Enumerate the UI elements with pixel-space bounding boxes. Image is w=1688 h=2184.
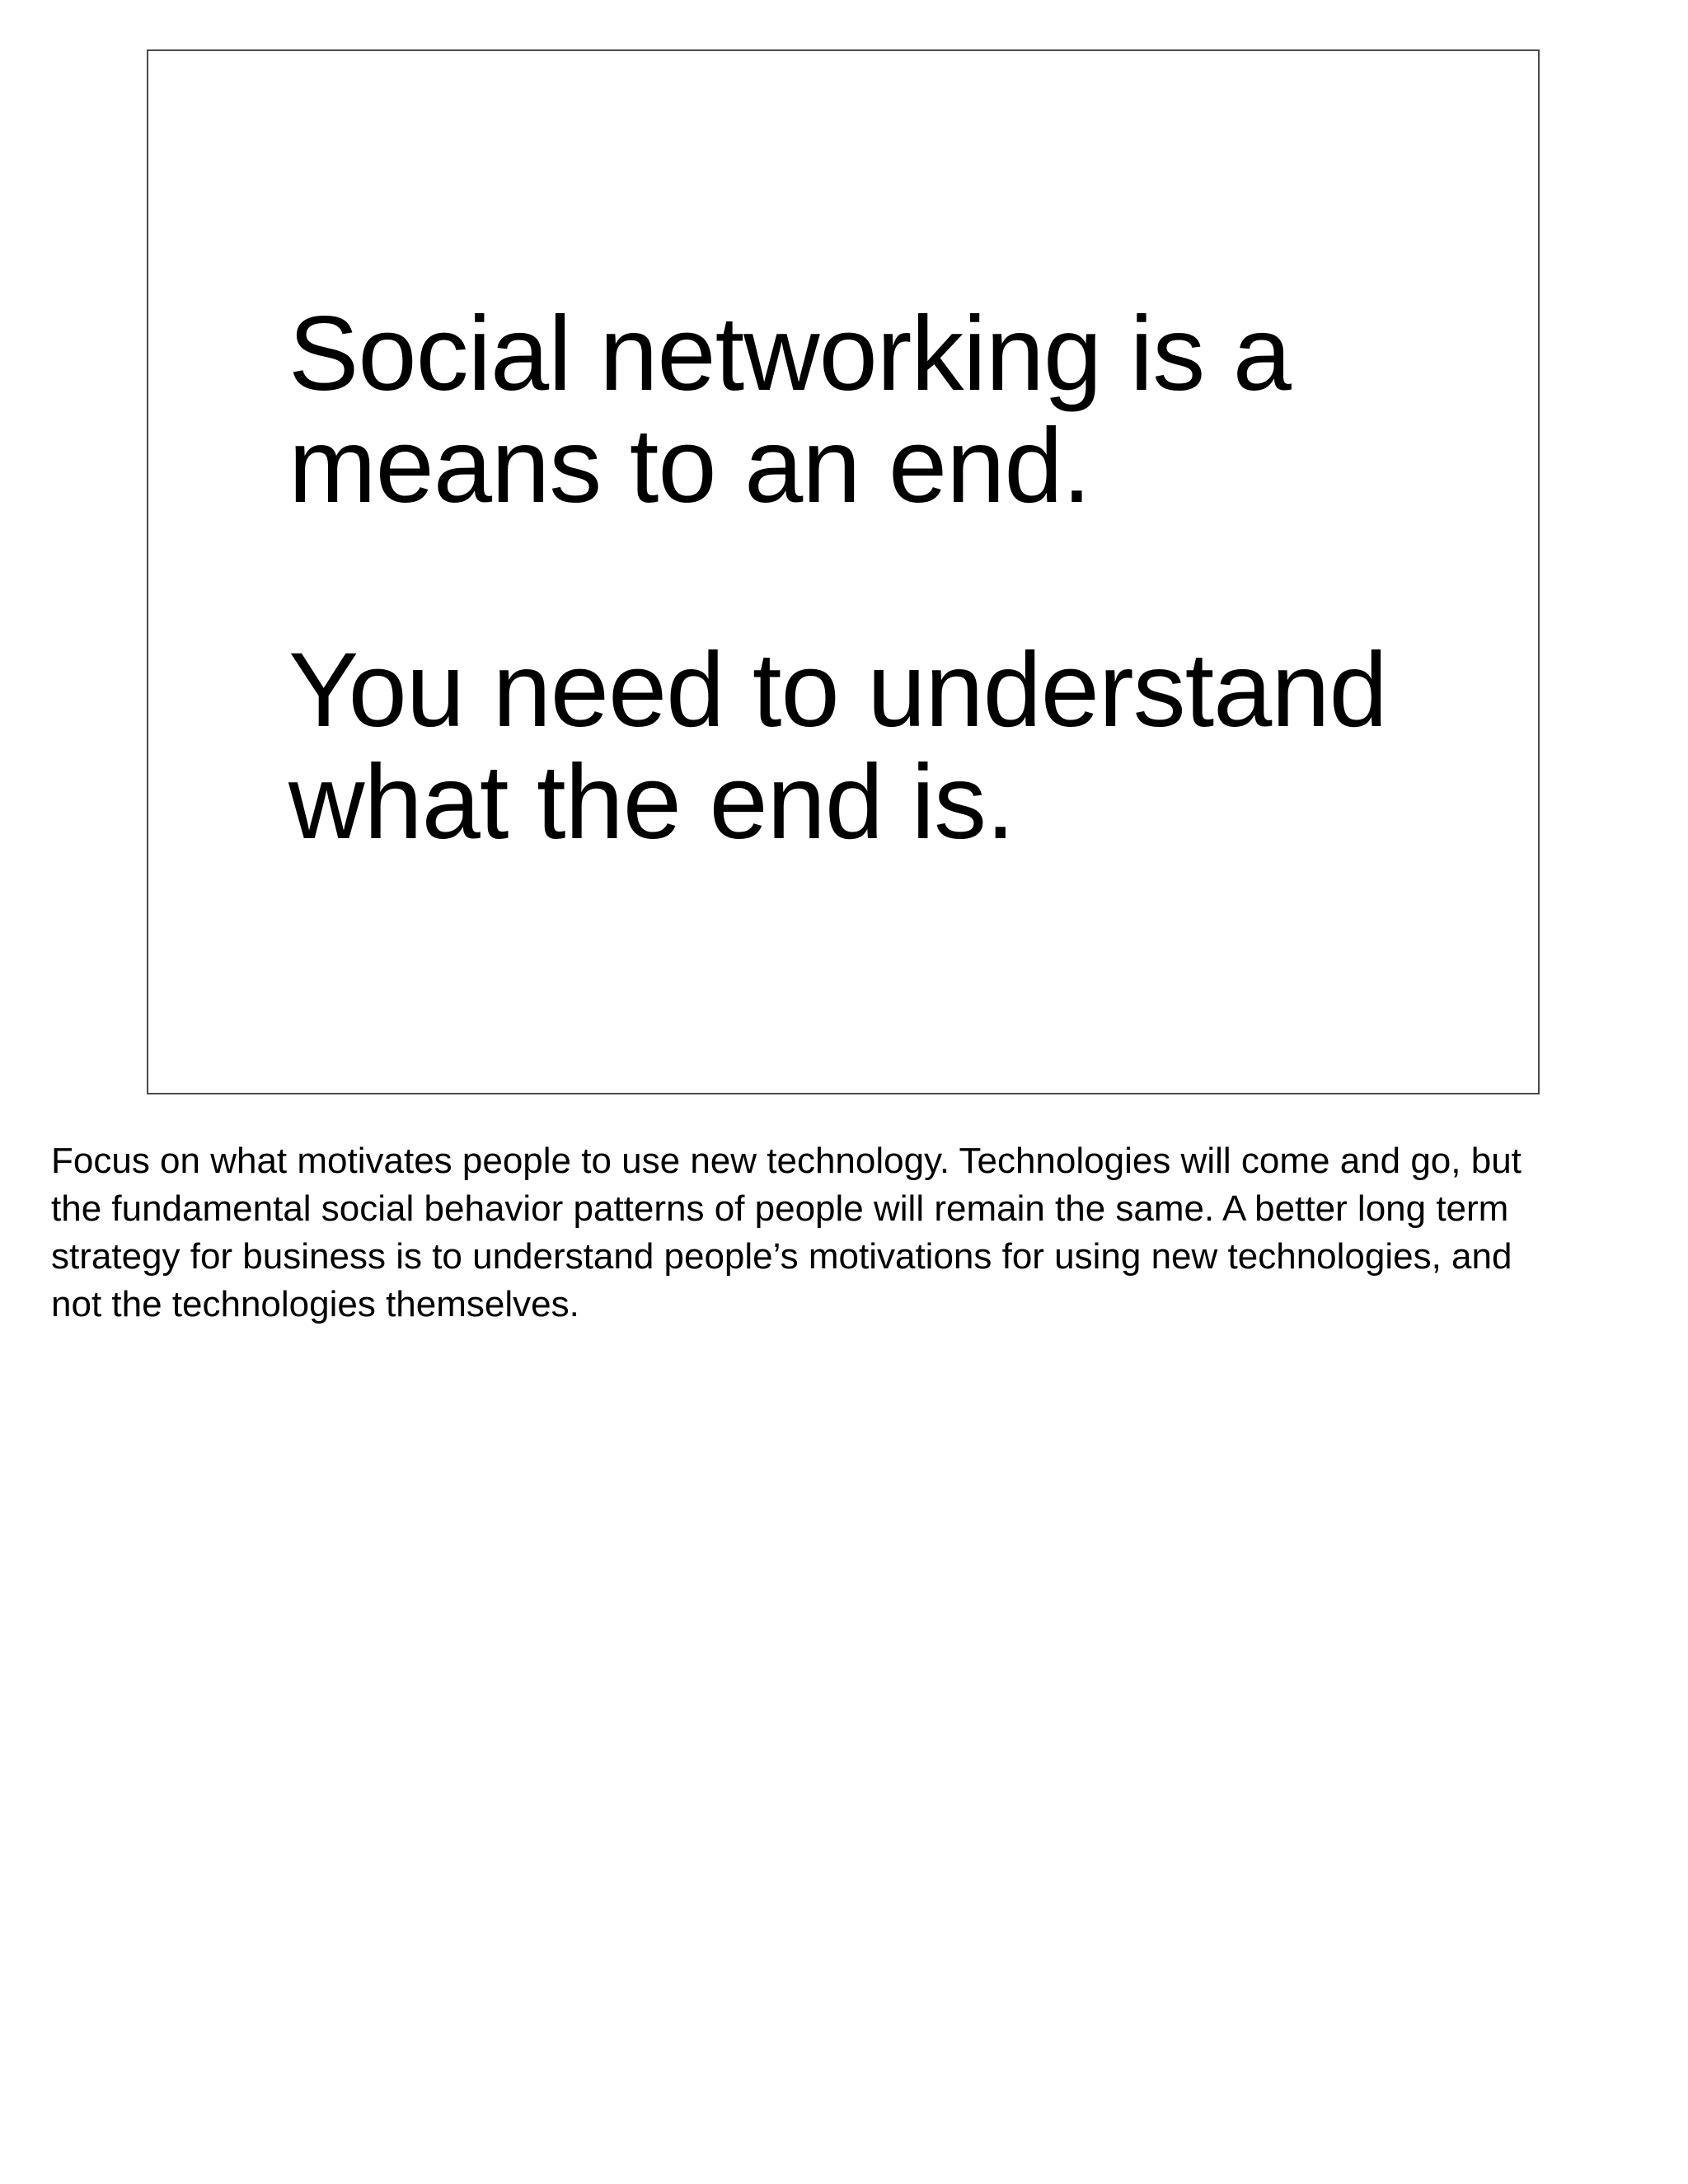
slide-line: You need to understand — [288, 631, 1387, 749]
slide-line: means to an end. — [288, 407, 1091, 525]
slide-frame — [147, 49, 1540, 1094]
slide-line: what the end is. — [288, 743, 1015, 861]
notes-line: not the technologies themselves. — [51, 1284, 579, 1324]
notes-line: Focus on what motivates people to use new technology. Technologies will come and go, but — [51, 1141, 1522, 1181]
slide-line: Social networking is a — [288, 295, 1291, 413]
slide-paragraph — [288, 631, 1387, 861]
slide-body — [288, 295, 1387, 861]
speaker-notes — [51, 1137, 1642, 1329]
notes-line: the fundamental social behavior patterns of people will remain the same. A better long term — [51, 1188, 1509, 1229]
notes-line: strategy for business is to understand people’s motivations for using new technologies, and — [51, 1236, 1512, 1277]
slide-paragraph — [288, 295, 1387, 525]
